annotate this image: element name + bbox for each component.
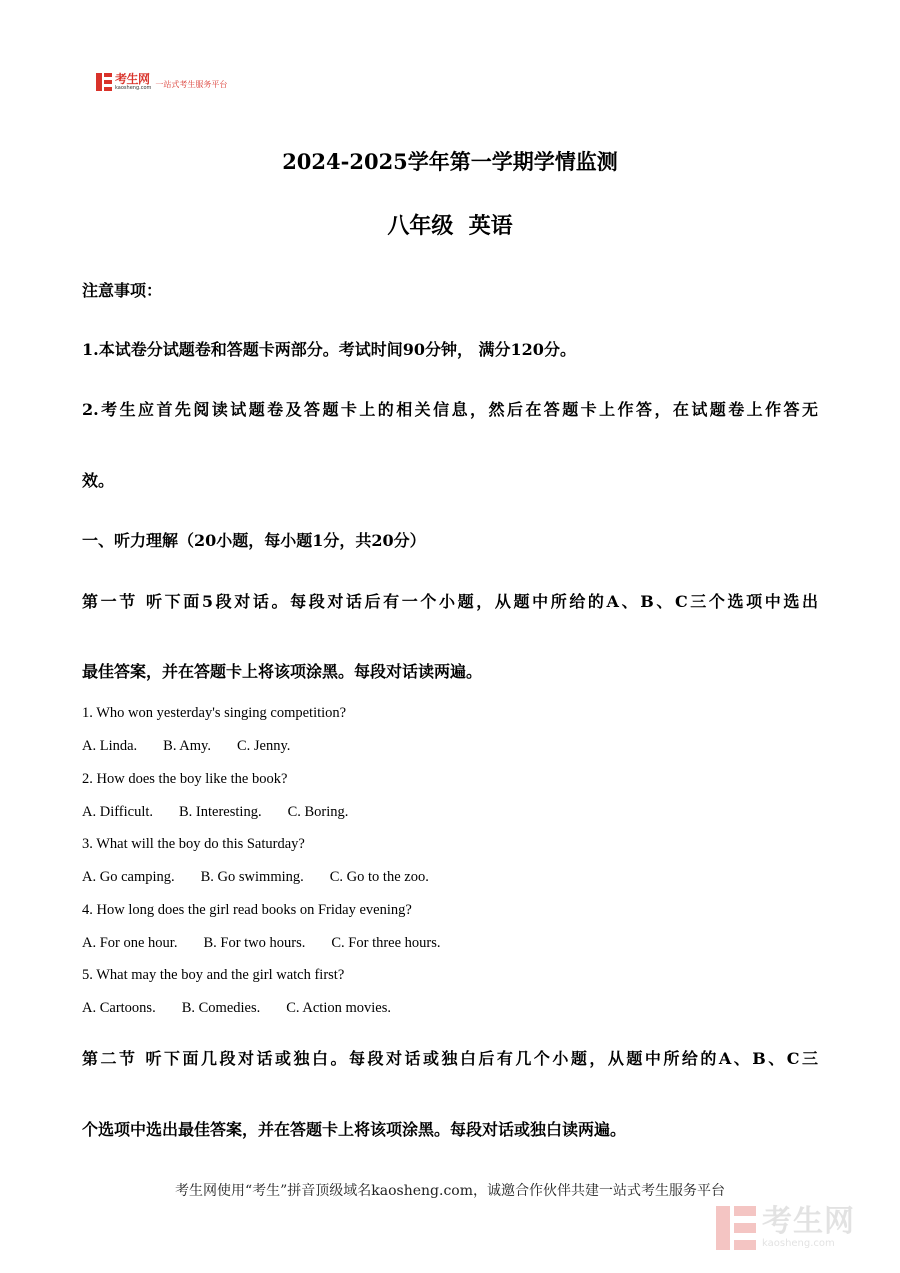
question-3-options <box>82 869 455 886</box>
option-b: B. Go swimming. <box>200 869 304 885</box>
option-c: C. Boring. <box>287 804 349 820</box>
page-footer: 考生网使用“考生”拼音顶级域名kaosheng.com，诚邀合作伙伴共建一站式考生服务平台 <box>174 1183 726 1199</box>
option-a: A. Linda. <box>82 738 138 754</box>
question-1: 1. Who won yesterday's singing competition? <box>82 705 347 721</box>
question-3: 3. What will the boy do this Saturday? <box>82 836 305 852</box>
question-5-options <box>82 1000 417 1017</box>
option-a: A. For one hour. <box>82 935 178 951</box>
section-1-part-2-line-2: 个选项中选出最佳答案，并在答题卡上将该项涂黑。每段对话或独白读两遍。 <box>82 1120 627 1139</box>
question-5: 5. What may the boy and the girl watch first? <box>82 967 345 983</box>
page-subtitle: 八年级 英语 <box>387 213 513 239</box>
logo-domain: kaosheng.com <box>115 85 152 91</box>
notice-item-1: 1.本试卷分试题卷和答题卡两部分。考试时间90分钟， 满分120分。 <box>82 340 576 359</box>
option-b: B. Interesting. <box>179 804 262 820</box>
option-c: C. Go to the zoo. <box>329 869 429 885</box>
header-logo <box>96 72 227 92</box>
option-b: B. Amy. <box>163 738 211 754</box>
notice-item-2-line-2: 效。 <box>82 471 115 490</box>
logo-name: 考生网 <box>115 72 150 86</box>
option-a: A. Difficult. <box>82 804 154 820</box>
notice-item-2-line-1: 2.考生应首先阅读试题卷及答题卡上的相关信息，然后在答题卡上作答，在试题卷上作答无 <box>82 400 818 419</box>
option-c: C. For three hours. <box>331 935 441 951</box>
question-4-options <box>82 935 467 952</box>
kaosheng-watermark-icon <box>716 1206 756 1250</box>
section-1-part-1-line-2: 最佳答案，并在答题卡上将该项涂黑。每段对话读两遍。 <box>82 662 483 681</box>
option-c: C. Action movies. <box>286 1000 391 1016</box>
question-2-options <box>82 804 374 821</box>
option-b: B. For two hours. <box>203 935 306 951</box>
watermark-logo <box>716 1206 855 1250</box>
section-1-part-2-line-1: 第二节 听下面几段对话或独白。每段对话或独白后有几个小题，从题中所给的A、B、C三 <box>82 1049 818 1068</box>
option-c: C. Jenny. <box>236 738 291 754</box>
logo-slogan: 一站式考生服务平台 <box>155 79 228 89</box>
option-a: A. Cartoons. <box>82 1000 156 1016</box>
question-4: 4. How long does the girl read books on Friday evening? <box>82 902 412 918</box>
watermark-name: 考生网 <box>762 1204 855 1239</box>
question-2: 2. How does the boy like the book? <box>82 771 288 787</box>
question-1-options <box>82 738 316 755</box>
watermark-domain: kaosheng.com <box>762 1238 835 1249</box>
page-title: 2024-2025学年第一学期学情监测 <box>282 149 618 174</box>
kaosheng-logo-icon <box>96 73 112 91</box>
option-b: B. Comedies. <box>181 1000 261 1016</box>
option-a: A. Go camping. <box>82 869 175 885</box>
section-1-part-1-line-1: 第一节 听下面5段对话。每段对话后有一个小题，从题中所给的A、B、C三个选项中选出 <box>82 592 818 611</box>
notice-heading: 注意事项： <box>82 281 163 300</box>
section-1-heading: 一、听力理解（20小题，每小题1分，共20分） <box>82 531 426 550</box>
